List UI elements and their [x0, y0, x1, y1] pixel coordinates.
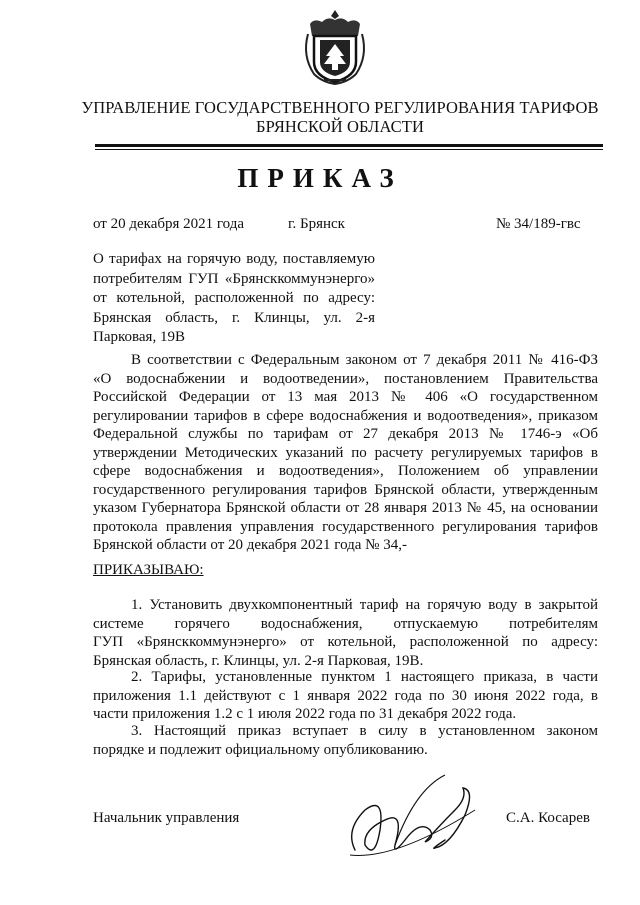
preamble-line: В соответствии с Федеральным законом от 7 декабря 2011 № 416-ФЗ: [131, 352, 598, 368]
coat-of-arms-icon: [300, 6, 370, 86]
order-date: от 20 декабря 2021 года: [93, 216, 245, 232]
subject-line: Брянская область, г. Клинцы, ул. 2-я: [93, 309, 375, 326]
item-line: 1. Установить двухкомпонентный тариф на горячую воду в закрытой: [131, 597, 598, 613]
order-city: г. Брянск: [288, 216, 345, 232]
document-type-title: ПРИКАЗ: [237, 163, 403, 193]
subject-line: Парковая, 19В: [93, 329, 185, 346]
preamble-line: «О водоснабжении и водоотведении», постановлением Правительства: [93, 370, 598, 387]
item-line: системе горячего водоснабжения, отпускаемую потребителям: [93, 615, 598, 632]
order-subject: [93, 250, 375, 348]
handwritten-signature: [335, 770, 485, 870]
preamble-line: сфере водоснабжения и водоотведения», Положением об управлении: [93, 463, 598, 479]
signatory-name: С.А. Косарев: [506, 810, 590, 826]
preamble: [93, 351, 598, 555]
subject-line: О тарифах на горячую воду, поставляемую: [93, 251, 375, 267]
item-line: порядке и подлежит официальному опубликованию.: [93, 741, 428, 758]
item-line: части приложения 1.2 с 1 июля 2022 года по 31 декабря 2022 года.: [93, 706, 517, 722]
preamble-line: регулировании тарифов в сфере водоснабжения и водоотведения», приказом: [93, 407, 598, 424]
order-item-2: [93, 668, 598, 724]
preamble-line: Брянской области от 20 декабря 2021 года № 34,-: [93, 537, 407, 553]
preamble-line: протокола правления управления государственного регулирования тарифов: [93, 518, 598, 535]
preamble-line: Российской Федерации от 13 мая 2013 № 406 «О государственном: [93, 389, 598, 405]
item-line: 3. Настоящий приказ вступает в силу в установленном законом: [131, 723, 598, 739]
item-line: ГУП «Брянсккоммунэнерго» от котельной, расположенной по адресу:: [93, 634, 598, 650]
org-line-1: УПРАВЛЕНИЕ ГОСУДАРСТВЕННОГО РЕГУЛИРОВАНИЯ ТАРИФОВ: [81, 98, 599, 117]
organization-name: [60, 98, 620, 136]
preamble-line: указом Губернатора Брянской области от 28 января 2013 № 45, на основании: [93, 500, 598, 516]
header-rule-thin: [95, 149, 603, 150]
header-rule-thick: [95, 144, 603, 147]
order-item-1: [93, 596, 598, 670]
subject-line: потребителям ГУП «Брянсккоммунэнерго»: [93, 270, 375, 287]
preamble-line: Федеральной службы по тарифам от 27 декабря 2013 № 1746-э «Об: [93, 426, 598, 442]
item-line: 2. Тарифы, установленные пунктом 1 настоящего приказа, в части: [131, 669, 598, 685]
order-item-3: [93, 722, 598, 759]
signatory-role: Начальник управления: [93, 810, 240, 826]
item-line: Брянская область, г. Клинцы, ул. 2-я Парковая, 19В.: [93, 652, 424, 669]
preamble-line: государственного регулирования тарифов Брянской области, утвержденным: [93, 481, 598, 498]
preamble-line: утверждении Методических указаний по расчету регулируемых тарифов в: [93, 444, 598, 461]
subject-line: от котельной, расположенной по адресу:: [93, 290, 375, 307]
item-line: приложения 1.1 действуют с 1 января 2022 года по 30 июня 2022 года, в: [93, 687, 598, 704]
order-number: № 34/189-гвс: [496, 216, 581, 232]
org-line-2: БРЯНСКОЙ ОБЛАСТИ: [256, 117, 424, 136]
order-directive-word: ПРИКАЗЫВАЮ:: [93, 562, 204, 578]
